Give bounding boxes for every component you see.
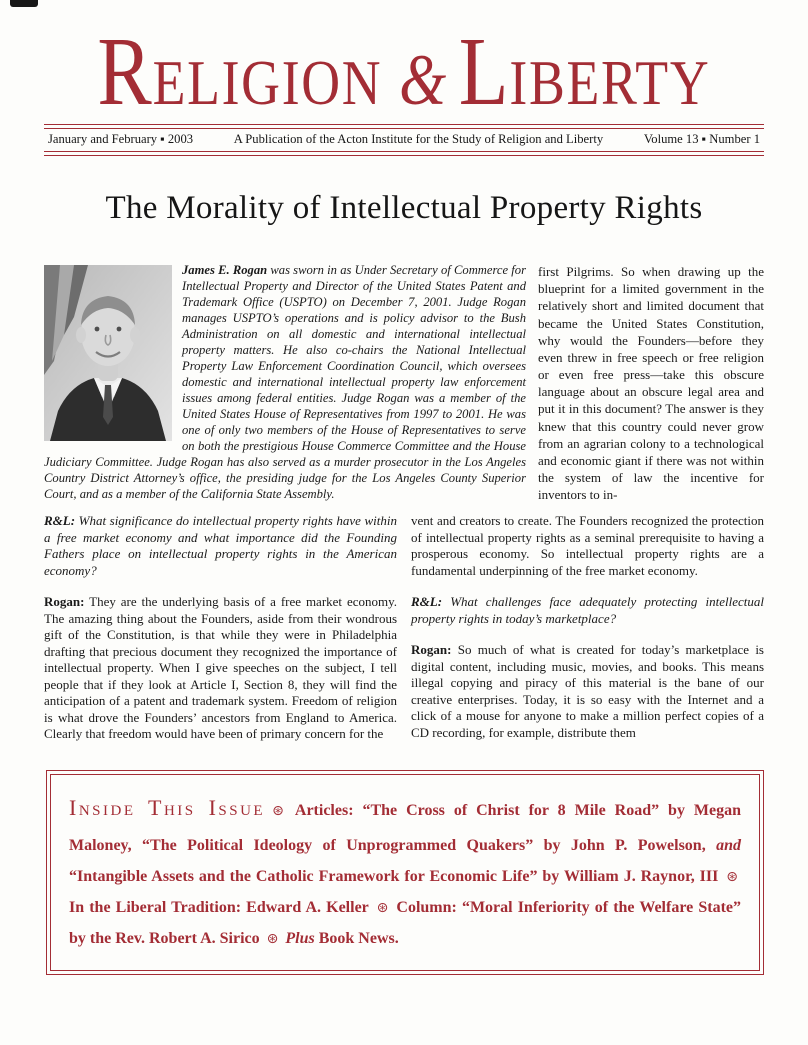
answer-2 [411, 642, 764, 741]
portrait-illustration [44, 265, 172, 441]
inside-issue-segment: Articles: “The Cross of Christ for 8 Mile Road” by Megan Maloney, “The Political Ideology of Unprogrammed Quakers” by John P. Powelson, [69, 801, 741, 854]
inside-issue-segment: In the Liberal Tradition: Edward A. Keller [69, 899, 374, 917]
question-2-lead: R&L: [411, 594, 443, 610]
masthead-religion-rest: ELIGION [152, 47, 383, 118]
masthead [0, 0, 808, 125]
masthead-title [97, 18, 711, 125]
question-1 [44, 513, 397, 579]
right-column [411, 513, 764, 758]
inside-issue-heading: Inside This Issue [69, 794, 266, 820]
continuation-paragraph: vent and creators to create. The Founders recognized the protection of intellectual property rights as a seminal prerequisite to having a prosperous economy. So intellectual property rights are a fundamental underpinning of the free market economy. [411, 513, 764, 578]
question-1-lead: R&L: [44, 513, 76, 529]
article-title: The Morality of Intellectual Property Rights [105, 190, 703, 227]
bio-lead-name: James E. Rogan [182, 263, 268, 278]
inside-issue-box-inner [50, 774, 760, 972]
answer-1-lead: Rogan: [44, 594, 85, 610]
issue-publisher: A Publication of the Acton Institute for the Study of Religion and Liberty [233, 132, 604, 147]
answer-1 [44, 594, 397, 743]
question-1-text: What significance do intellectual property rights have within a free market economy and what importance did the Founding Fathers place on intellectual property rights in the American economy? [44, 513, 397, 578]
question-2-text: What challenges face adequately protecting intellectual property rights in today’s marketplace? [411, 594, 764, 626]
inside-issue-segment: ⊛ [272, 802, 284, 819]
answer-2-text: So much of what is created for today’s marketplace is digital content, including music, movies, and books. This means illegal copying and piracy of this material is the bane of our creative enterprises. Today, it is so easy with the Internet and a click of a mouse for anyone to make a million perfect copies of a CD recording, for example, distribute them [411, 642, 764, 740]
inside-issue-segment: and [716, 836, 741, 854]
issue-date: January and February ▪ 2003 [48, 132, 194, 147]
issue-line [46, 129, 762, 151]
left-column [44, 513, 397, 758]
inside-issue-segment: Book News. [314, 930, 399, 948]
inside-issue-segment: ⊛ [266, 931, 279, 948]
inside-issue-segment: ⊛ [376, 900, 389, 917]
inside-issue-box [46, 770, 764, 976]
inside-issue-segment: Column: “Moral Inferiority of the Welfare State” by the Rev. Robert A. Sirico [69, 899, 741, 948]
article-top-section [44, 263, 764, 503]
bottom-double-rule [44, 151, 764, 156]
article-body [44, 263, 764, 758]
qa-section [44, 513, 764, 758]
rogan-portrait-photo [44, 265, 172, 441]
bio-paragraph [44, 263, 526, 503]
answer-1-text: They are the underlying basis of a free market economy. The amazing thing about the Founders, aside from their wondrous gift of the Constitution, is that while they were in Philadelphia drafting that precious document they recognized the importance of intellectual property. When I give speeches on the subject, I tell people that if they look at Article I, Section 8, they will find the anticipation of a patent and trademark system. Freedom of religion is what drove the Founders’ ancestors from England to America. Clearly that freedom would have been of primary concern for the [44, 594, 397, 742]
bio-text: was sworn in as Under Secretary of Commerce for Intellectual Property and Director of the United States Patent and Trademark Office (USPTO) on December 7, 2001. Judge Rogan manages USPTO’s operations and is policy advisor to the Bush Administration on all domestic and international intellectual property matters. He also co-chairs the National Intellectual Property Law Enforcement Coordination Council, which oversees domestic and international intellectual property law enforcement issues among federal entities. Judge Rogan was a member of the United States House of Representatives from 1997 to 2001. He was one of only two members of the House of Representatives to serve on both the prestigious House Commerce Committee and the House Judiciary Committee. Judge Rogan has also served as a murder prosecutor in the Los Angeles Country District Attorney’s office, the presiding judge for the Los Angeles County Superior Court, and as a member of the California State Assembly. [44, 263, 526, 501]
scan-artifact [10, 0, 38, 7]
masthead-religion-initial: R [97, 18, 153, 125]
inside-issue-segment: ⊛ [726, 868, 738, 885]
masthead-ampersand: & [399, 40, 448, 120]
masthead-liberty-rest: IBERTY [509, 47, 711, 118]
question-2 [411, 594, 764, 627]
issue-volume: Volume 13 ▪ Number 1 [643, 132, 760, 147]
inside-issue-segments [69, 802, 741, 947]
right-column-top: first Pilgrims. So when drawing up the blueprint for a limited government in the relatively short and limited document that became the United States Constitution, why would the Founders—before they even threw in free speech or free religion or even free press—take this obscure language about an obscure legal area and put it in this document? The answer is they knew that this country could never grow from an agrarian colony to a technological and economic giant if there was not within the system of law the incentive for inventors to in- [538, 264, 764, 503]
inside-issue-segment: “Intangible Assets and the Catholic Framework for Economic Life” by William J. Raynor, III [69, 867, 724, 885]
inside-issue-text [69, 787, 741, 955]
answer-2-lead: Rogan: [411, 642, 452, 658]
masthead-liberty-initial: L [458, 18, 510, 125]
inside-issue-segment: Plus [285, 930, 315, 948]
